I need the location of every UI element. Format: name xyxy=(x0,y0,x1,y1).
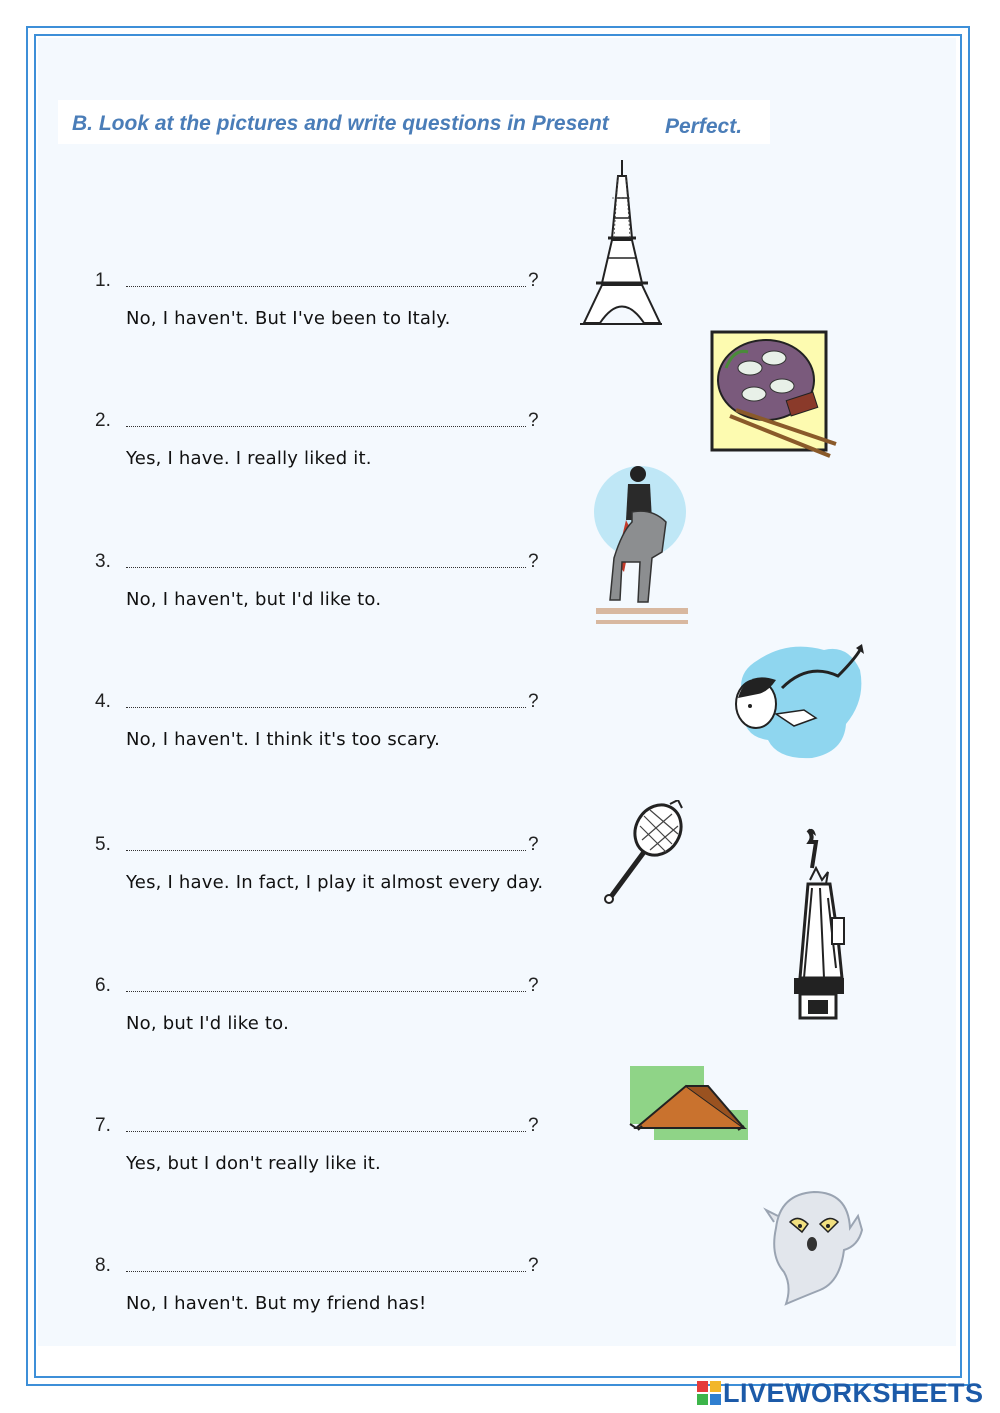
question-item xyxy=(0,270,560,380)
liveworksheets-logo-icon xyxy=(697,1381,721,1405)
answer-input-line[interactable] xyxy=(126,991,526,992)
question-mark: ? xyxy=(528,975,539,996)
ghost-icon xyxy=(762,1186,866,1308)
statue-of-liberty-icon xyxy=(786,828,850,1024)
question-item xyxy=(0,410,560,520)
answer-input-line[interactable] xyxy=(126,426,526,427)
question-number: 8. xyxy=(95,1255,111,1276)
answer-text: No, I haven't. But my friend has! xyxy=(126,1293,427,1314)
answer-text: No, I haven't. But I've been to Italy. xyxy=(126,308,451,329)
answer-text: No, but I'd like to. xyxy=(126,1013,289,1034)
question-item xyxy=(0,975,560,1085)
question-number: 5. xyxy=(95,834,111,855)
brand-name: LIVEWORKSHEETS xyxy=(723,1378,984,1408)
question-item xyxy=(0,1115,560,1225)
tent-icon xyxy=(628,1064,752,1144)
question-number: 4. xyxy=(95,691,111,712)
answer-text: No, I haven't, but I'd like to. xyxy=(126,589,382,610)
answer-text: Yes, I have. I really liked it. xyxy=(126,448,372,469)
question-number: 6. xyxy=(95,975,111,996)
answer-input-line[interactable] xyxy=(126,1131,526,1132)
question-mark: ? xyxy=(528,834,539,855)
question-number: 3. xyxy=(95,551,111,572)
answer-input-line[interactable] xyxy=(126,1271,526,1272)
question-number: 1. xyxy=(95,270,111,291)
horse-riding-icon xyxy=(592,462,692,634)
question-number: 7. xyxy=(95,1115,111,1136)
eiffel-tower-icon xyxy=(578,158,666,328)
question-item xyxy=(0,834,560,944)
question-number: 2. xyxy=(95,410,111,431)
question-mark: ? xyxy=(528,410,539,431)
question-item xyxy=(0,551,560,661)
sushi-icon xyxy=(708,328,840,460)
question-mark: ? xyxy=(528,691,539,712)
question-mark: ? xyxy=(528,1115,539,1136)
answer-input-line[interactable] xyxy=(126,850,526,851)
question-mark: ? xyxy=(528,551,539,572)
question-mark: ? xyxy=(528,270,539,291)
answer-input-line[interactable] xyxy=(126,567,526,568)
answer-text: Yes, I have. In fact, I play it almost every day. xyxy=(126,872,544,893)
answer-input-line[interactable] xyxy=(126,707,526,708)
instructions-heading xyxy=(58,100,770,144)
answer-input-line[interactable] xyxy=(126,286,526,287)
heading-text-end: Perfect. xyxy=(665,115,743,138)
question-mark: ? xyxy=(528,1255,539,1276)
tennis-racket-icon xyxy=(600,800,688,908)
question-item xyxy=(0,691,560,801)
bungee-jumping-icon xyxy=(728,640,868,764)
answer-text: No, I haven't. I think it's too scary. xyxy=(126,729,441,750)
answer-text: Yes, but I don't really like it. xyxy=(126,1153,381,1174)
heading-text: B. Look at the pictures and write questions in Present xyxy=(72,112,609,135)
question-item xyxy=(0,1255,560,1365)
